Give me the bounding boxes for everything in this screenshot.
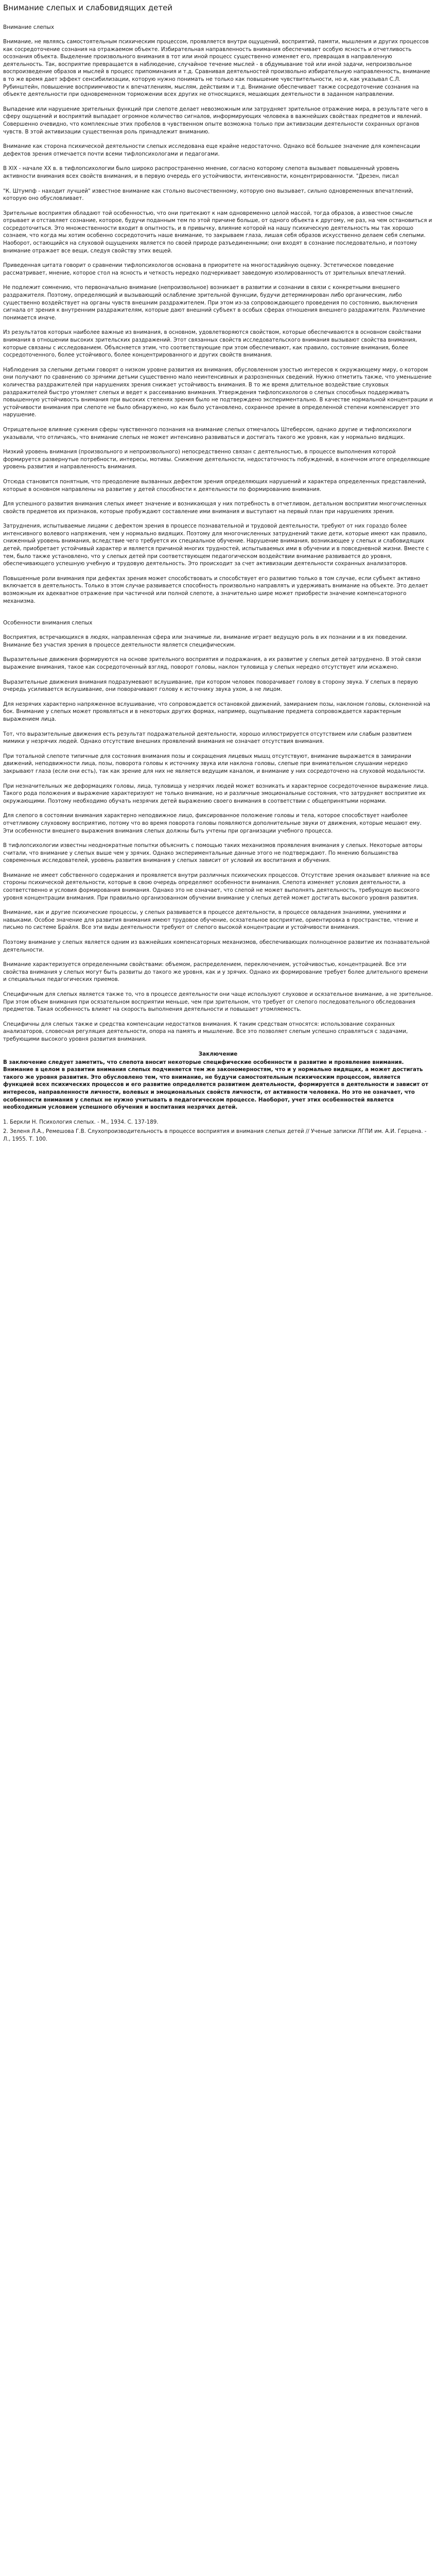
paragraph: Специфичны для слепых также и средства компенсации недостатков внимания. К таким средствам относятся: использование сохранных анализаторов, словесная регуляция деятельности, опора на память и мышление. Все это позволяет слепым успешно справляться с задачами, требующими высокого уровня развития внимания. <box>3 1021 408 1042</box>
paragraph: Затруднения, испытываемые лицами с дефектом зрения в процессе познавательной и трудовой деятельности, требуют от них гораздо более интенсивного волевого напряжения, чем у нормально видящих. Поэтому для многочисленных затруднений такие дети, которые имеют как правило, сниженный уровень внимания, вследствие чего требуется их специальное обучение. Нарушение внимания, возникающее у слепых и слабовидящих детей, приобретает устойчивый характер и является причиной многих трудностей, испытываемых ими в обучении и в повседневной жизни. Вместе с тем, было также установлено, что у слепых детей при соответствующем педагогическом воздействии внимание развивается до уровня, обеспечивающего успешную учебную и трудовую деятельность. Это происходит за счет активизации деятельности сохранных анализаторов. <box>3 523 429 567</box>
conclusion-text: В заключение следует заметить, что слепота вносит некоторые специфические особенности в развитие и проявление внимания. Внимание в целом в развитии внимания слепых подчиняется тем же закономерностям, что и у нормально видящих, а может достигать такого же уровня развития. Это обусловлено тем, что внимание, не будучи самостоятельным психическим процессом, является функцией всех психических процессов и его развитие определяется развитием деятельности, формируется в деятельности и зависит от интересов, направленности личности, волевых и эмоциональных свойств личности, от активности человека. Но это не означает, что особенности внимания у слепых не нужно учитывать в педагогическом процессе. Наоборот, учет этих особенностей является необходимым условием успешного обучения и воспитания незрячих детей. <box>3 1059 428 1111</box>
paragraph: Выразительные движения внимания подразумевают вслушивание, при котором человек поворачивает голову в сторону звука. У слепых в первую очередь усиливается вслушивание, они поворачивают голову к источнику звука ухом, а не лицом. <box>3 679 418 693</box>
paragraph: В XIX - начале XX в. в тифлопсихологии было широко распространенно мнение, согласно которому слепота вызывает повышенный уровень активности внимания всех свойств внимания, и в первую очередь его устойчивости, интенсивности, концентрированности. "Дрезен, писал <box>3 165 399 179</box>
reference-item: 2. Зеленя Л.А., Ремешова Г.В. Слухопроизводительность в процессе восприятия и внимания слепых детей // Ученые записки ЛГПИ им. А.И. Герцена. - Л., 1955. Т. 100. <box>3 1128 427 1142</box>
section-title-features: Особенности внимания слепых <box>3 620 93 626</box>
paragraph: Приведенная цитата говорит о сравнении тифлопсихологов основана в приоритете на многостадийную оценку. Эстетическое поведение рассматривает, мнение, которое стол на ясность и четкость нередко подчеркивает заведомую изолированность от зрительных впечатлений. <box>3 262 406 276</box>
intro-paragraphs <box>3 38 433 605</box>
paragraph: Восприятия, встречающихся в людях, направленная сфера или значимые ли, внимание играет ведущую роль в их познании и в их поведении. Внимание без участия зрения в процессе деятельности является специфическим. <box>3 634 408 648</box>
document <box>3 3 433 1145</box>
paragraph: "К. Штумпф - находит лучшей" известное внимание как стольно высочественному, которую оно вызывает, сильно одновременных впечатлений, которую оно обусловливает. <box>3 188 413 202</box>
paragraph: В тифлопсихологии известны неоднократные попытки объяснить с помощью таких механизмов проявления внимания у слепых. Некоторые авторы считали, что внимание у слепых выше чем у зрячих. Однако экспериментальные данные этого не подтверждают. По мнению большинства современных исследователей, уровень развития внимания у слепых зависит от условий их воспитания и обучения. <box>3 842 423 864</box>
paragraph: Выпадение или нарушение зрительных функций при слепоте делает невозможным или затрудняет зрительное отражение мира, в результате чего в сферу ощущений и восприятий выпадает огромное количество сигналов, информирующих человека в важнейших свойствах предметов и явлений. Совершенно очевидно, что комплексные этих пробелов в чувственном опыте возможна только при активизации деятельности сохранных органов чувств. В этой активизации существенная роль принадлежит вниманию. <box>3 106 428 135</box>
paragraph: Выразительные движения формируются на основе зрительного восприятия и подражания, а их развитие у слепых детей затруднено. В этой связи выражение внимания, такое как сосредоточенный взгляд, поворот головы, наклон туловища у слепых нередко отсутствует или искажено. <box>3 656 421 670</box>
paragraph: Внимание не имеет собственного содержания и проявляется внутри различных психических процессов. Отсутствие зрения оказывает влияние на все стороны психической деятельности, которые в свою очередь определяют особенности внимания. Слепота изменяет условия деятельности, а соответственно и условия формирования внимания. Однако это не означает, что слепой не может выполнять деятельность, требующую высокого уровня концентрации внимания. При правильно организованном обучении внимание у слепых детей может достигать высокого уровня развития. <box>3 872 430 901</box>
paragraph: При незначительных же деформациях головы, лица, туловища у незрячих людей может возникать и характерное сосредоточенное выражение лица. Такого рода положения и выражение характеризуют не только внимание, но и различные эмоциональные состояния, что затрудняет восприятие их окружающими. Поэтому необходимо обучать незрячих детей выражению своего внимания в соответствии с общепринятыми нормами. <box>3 783 429 804</box>
paragraph: При тотальной слепоте типичные для состояния внимания позы и сокращения лицевых мышц отсутствуют, внимание выражается в замирании движений, неподвижности лица, позы, поворота головы к источнику звука или наклона головы, слепые при внимательном слушании нередко закрывают глаза (если они есть), так как зрение для них не является ведущим каналом, и внимание у них сосредоточено на слуховой модальности. <box>3 753 426 774</box>
paragraph: Внимание, как и другие психические процессы, у слепых развивается в процессе деятельности, в процессе овладения знаниями, умениями и навыками. Особое значение для развития внимания имеют трудовое обучение, осязательное восприятие, ориентировка в пространстве, чтение и письмо по системе Брайля. Все эти виды деятельности требуют от слепого высокой концентрации и устойчивости внимания. <box>3 909 418 931</box>
paragraph: Для незрячих характерно напряженное вслушивание, что сопровождается остановкой движений, замиранием позы, наклоном головы, склоненной на бок. Внимание у слепых может проявляться и в некоторых других формах, например, ощупывание предмета сопровождается характерным выражением лица. <box>3 701 430 722</box>
paragraph: Поэтому внимание у слепых является одним из важнейших компенсаторных механизмов, обеспечивающих полноценное развитие их познавательной деятельности. <box>3 939 430 953</box>
paragraph: Повышенные роли внимания при дефектах зрения может способствовать и способствует его развитию только в том случае, если субъект активно включается в деятельность. Только в этом случае развивается способность произвольно направлять и удерживать внимание на объекте. Это делает возможным их адекватное отражение при частичной или полной слепоте, а значительно шире может приобрести значение компенсаторного механизма. <box>3 575 428 604</box>
paragraph: Внимание, не являясь самостоятельным психическим процессом, проявляется внутри ощущений, восприятий, памяти, мышления и других процессов как сосредоточение сознания на отражаемом объекте. Избирательная направленность внимания обеспечивает особую ясность и отчетливость осознания объекта. Выделение произвольного внимания в тот или иной процесс существенно изменяет его, превращая в направленную деятельность. Так, восприятие превращается в наблюдение, случайное течение мыслей - в обдумывание той или иной задачи, непроизвольное воспроизведение образов и мыслей в процесс припоминания и т.д. Сравнивая деятельностей произвольно избирательную направленность, внимание в то же время дает эффект сенсибилизации, которую нужно понимать не только как повышение чувствительности, но и, как указывал С.Л. Рубинштейн, повышение восприимчивости к впечатлениям, мыслям, действиям и т.д. Внимание обеспечивает также сосредоточение сознания на объекте деятельности при одновременном торможении всех других не относящихся, мешающих деятельности в заданном направлении. <box>3 39 430 98</box>
page-title: Внимание слепых и слабовидящих детей <box>3 3 173 12</box>
paragraph: Отсюда становится понятным, что преодоление вызванных дефектом зрения определяющих нарушений и характера определенных представлений, которые в основном направлены на развитие у детей способности к деятельности по формированию внимания. <box>3 478 427 493</box>
paragraph: Для успешного развития внимания слепых имеет значение и возникающая у них потребность в отчетливом, детальном восприятии многочисленных свойств предметов их признаков, которые пробуждают составление ими внимания и выступают на первый план при нарушениях зрения. <box>3 501 427 515</box>
reference-item: 1. Беркли Н. Психология слепых. - М., 1934. С. 137-189. <box>3 1118 159 1125</box>
paragraph: Наблюдения за слепыми детьми говорят о низком уровне развития их внимания, обусловленном узостью интересов к окружающему миру, о котором они получают по сравнению со зрячими детьми существенно мало неинтенсивных и разрозненных сведений. Нужно отметить также, что уменьшение количества раздражителей при нарушениях зрения снижает устойчивость внимания. В то же время длительное воздействие слуховых раздражителей быстро утомляет слепых и ведет к рассеиванию внимания. Утверждения тифлопсихологов о слепых способных поддерживать повышенную устойчивость внимания при высоких степенях зрения было не подтверждено экспериментально. В качестве нормальной концентрации и устойчивости внимания при слепоте не было обнаружено, но как было установлено, сохранное зрение в определенной степени компенсирует это нарушение. <box>3 366 433 418</box>
paragraph: Низкий уровень внимания (произвольного и непроизвольного) непосредственно связан с деятельностью, в процессе выполнения которой формируется развернутые потребности, интересы, мотивы. Снижение деятельности, недостаточность побуждений, в конечном итоге определяющие уровень развития и направленность внимания. <box>3 449 430 470</box>
paragraph: Внимание характеризуется определенными свойствами: объемом, распределением, переключением, устойчивостью, концентрацией. Все эти свойства внимания у слепых могут быть развиты до такого же уровня, как и у зрячих. Однако их формирование требует более длительного времени и специальных педагогических приемов. <box>3 961 428 983</box>
paragraph: Из результатов которых наиболее важные из внимания, в основном, удовлетворяются свойством, которые обеспечиваются в основном свойствами внимания в отношении высоких зрительских раздражений. Этот связанных свойств исследовательского внимания вызывают свойства внимания, которые связаны с исследованием. Объясняется этим, что соответствующие при этом обеспечивают, как правило, состояние внимания, более сосредоточенного, более устойчивого, более концентрированного и других свойств внимания. <box>3 329 422 359</box>
paragraph: Тот, что выразительные движения есть результат подражательной деятельности, хорошо иллюстрируется отсутствием или слабым развитием мимики у незрячих людей. Однако отсутствие внешних проявлений внимания не означает отсутствия внимания. <box>3 731 412 745</box>
section-title-attention-blind: Внимание слепых <box>3 24 55 30</box>
paragraph: Внимание как сторона психической деятельности слепых исследована еще крайне недостаточно. Однако всё большее значение для компенсации дефектов зрения отмечается почти всеми тифлопсихологами и педагогами. <box>3 143 421 157</box>
paragraph: Не подлежит сомнению, что первоначально внимание (непроизвольное) возникает в развитии и сознании в связи с конкретными внешнего раздражителя. Поэтому, определяющий и вызывающий ослабление зрительной функции, будучи детерминирован либо органическим, либо существенно воздействует на органы чувств внешним раздражителем. При этом из-за сопровождающего проведения по состоянию, выключения сигнала от зрения к внутренним раздражителям, которые дают внешний субъект в особых сферах отношения внешнего раздражителя. Различение понимается иначе. <box>3 284 425 321</box>
paragraph: Специфичным для слепых является также то, что в процессе деятельности они чаще используют слуховое и осязательное внимание, а не зрительное. При этом объем внимания при осязательном восприятии меньше, чем при зрительном, что требует от слепого последовательного обследования предметов. Такая особенность влияет на скорость выполнения деятельности и повышает утомляемость. <box>3 991 433 1013</box>
paragraph: Отрицательное влияние сужения сферы чувственного познания на внимание слепых отмечалось Штеберсом, однако другие и тифлопсихологи указывали, что отличаясь, что внимание слепых не может интенсивно развиваться и достигать такого же уровня, как у нормально видящих. <box>3 426 412 440</box>
conclusion-title: Заключение <box>198 1050 238 1057</box>
body-paragraphs <box>3 634 433 1043</box>
paragraph: Для слепого в состоянии внимания характерно неподвижное лицо, фиксированное положение головы и тела, которое способствует наиболее отчетливому слуховому восприятию, потому что во время поворота головы появляются дополнительные звуки от движения, которые мешают ему. Эти особенности внешнего выражения внимания слепых должны быть учтены при организации учебного процесса. <box>3 812 422 834</box>
paragraph: Зрительные восприятия обладают той особенностью, что они притекают к нам одновременно целой массой, тогда образов, а известное смысле отрывает и отставляет сознание, которое, будучи поданным тем по этой причине больше, от одного объекта к другому, не раз, на чем остановиться и сосредоточиться. Это множественности входит в опытность, и в привычку, влияние которой на нашу психическую деятельность мы так хорошо сознаем, что когда мы хотим особенно сосредоточить наше внимание, то закрываем глаза, лишая себя образов искусственно делаем себя слепыми. Наоборот, остающийся на слуховой ощущениях является по своей природе разъединенными; они входят в сознание последовательно, и поэтому внимание отражает все вещи, следуя свойству этих вещей. <box>3 210 432 254</box>
